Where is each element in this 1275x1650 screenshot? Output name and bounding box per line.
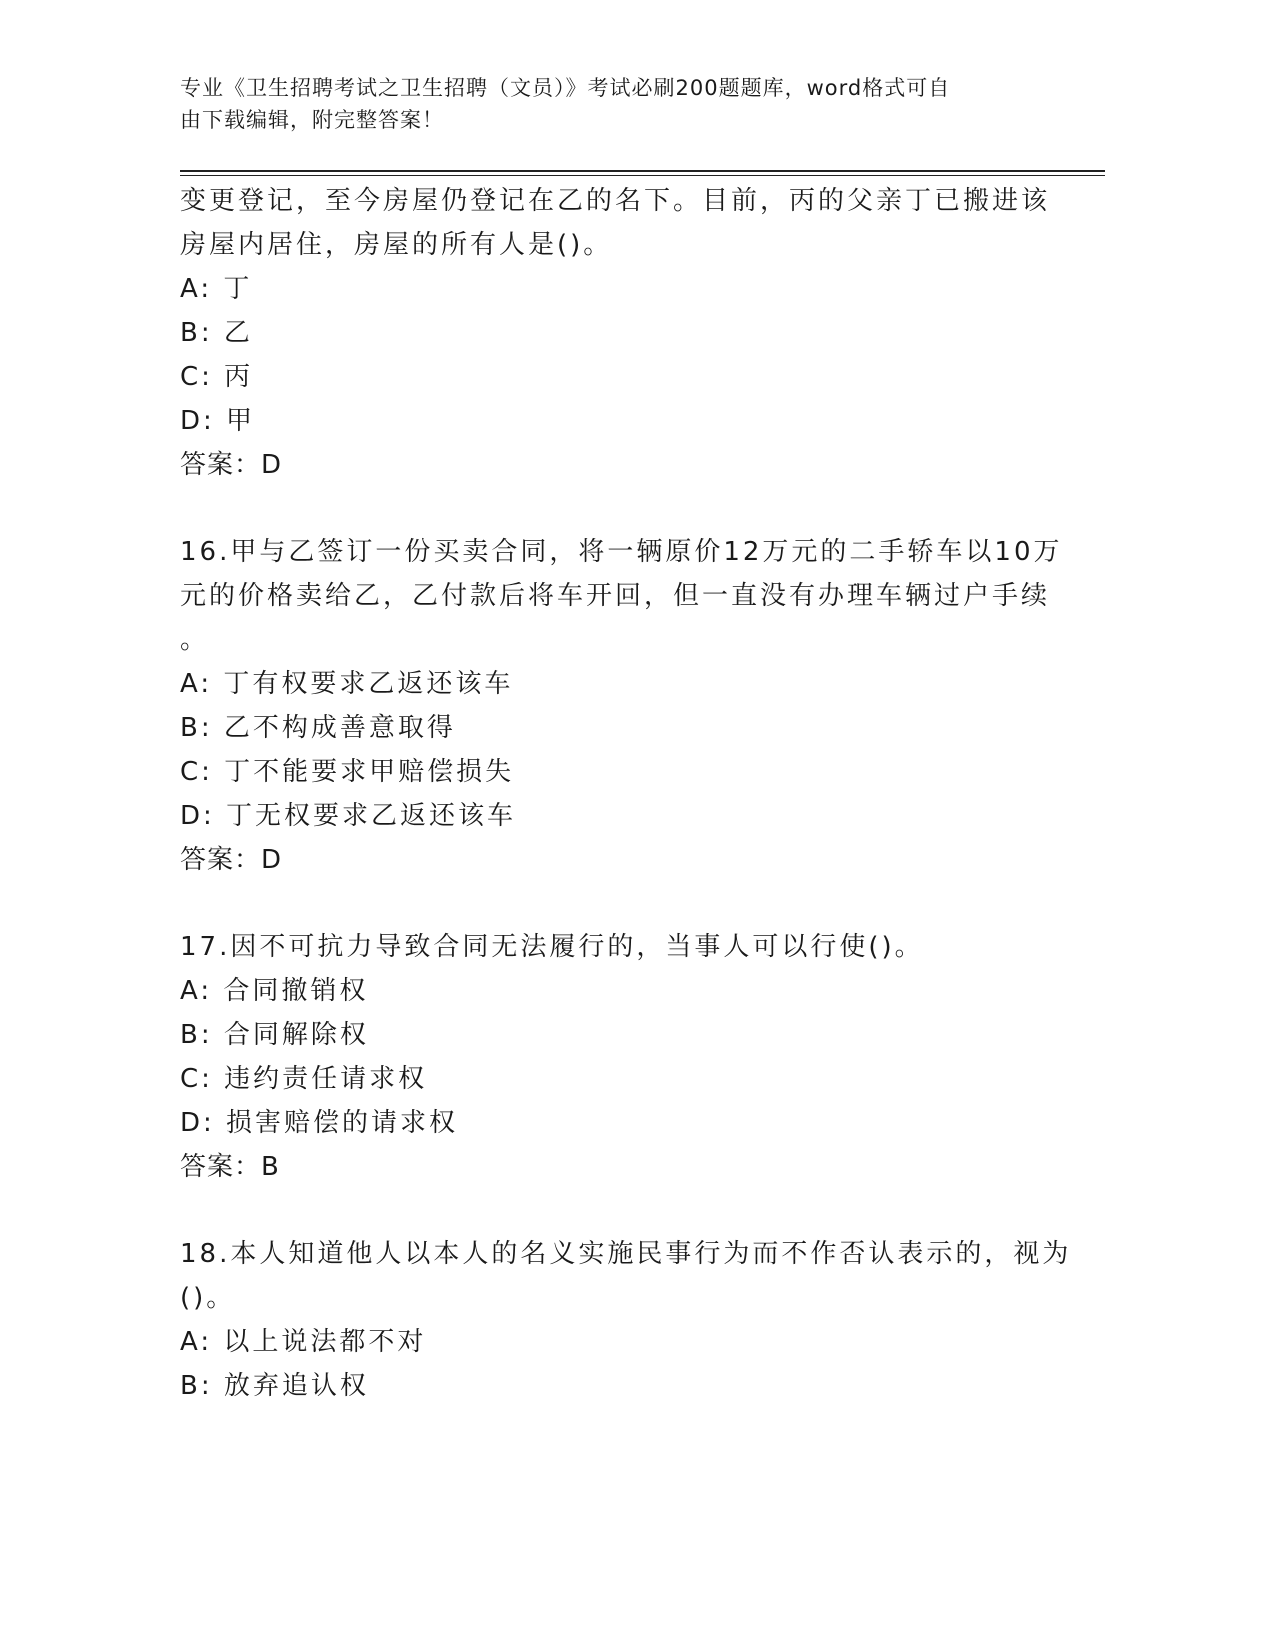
question-stem-line: 18.本人知道他人以本人的名义实施民事行为而不作否认表示的，视为 xyxy=(180,1239,1072,1269)
answer-line: 答案：B xyxy=(180,1152,280,1182)
question-list xyxy=(180,179,1080,1408)
question-stem-line: ()。 xyxy=(180,1283,236,1313)
spacer xyxy=(180,1189,1080,1232)
header-divider-thin xyxy=(180,175,1105,176)
question-stem-line: 房屋内居住，房屋的所有人是()。 xyxy=(180,230,613,260)
option-b: B: 合同解除权 xyxy=(180,1020,369,1050)
answer-line: 答案：D xyxy=(180,450,283,480)
question-block xyxy=(180,925,1080,1189)
option-d: D: 损害赔偿的请求权 xyxy=(180,1108,459,1138)
option-a: A: 丁有权要求乙返还该车 xyxy=(180,669,514,699)
header-divider-thick xyxy=(180,170,1105,172)
option-a: A: 丁 xyxy=(180,274,253,304)
option-a: A: 合同撤销权 xyxy=(180,976,369,1006)
header-line: 专业《卫生招聘考试之卫生招聘（文员）》考试必刷200题题库，word格式可自 xyxy=(180,76,951,100)
spacer xyxy=(180,882,1080,925)
spacer xyxy=(180,487,1080,530)
option-c: C: 违约责任请求权 xyxy=(180,1064,428,1094)
question-stem-line: 变更登记，至今房屋仍登记在乙的名下。目前，丙的父亲丁已搬进该 xyxy=(180,186,1051,216)
option-b: B: 乙不构成善意取得 xyxy=(180,713,456,743)
option-c: C: 丁不能要求甲赔偿损失 xyxy=(180,757,515,787)
option-b: B: 放弃追认权 xyxy=(180,1371,369,1401)
header-line: 由下载编辑，附完整答案！ xyxy=(180,108,444,132)
option-d: D: 甲 xyxy=(180,406,256,436)
question-stem-line: 16.甲与乙签订一份买卖合同，将一辆原价12万元的二手轿车以10万 xyxy=(180,537,1063,567)
option-d: D: 丁无权要求乙返还该车 xyxy=(180,801,517,831)
question-block xyxy=(180,1232,1080,1408)
question-block xyxy=(180,179,1080,487)
option-a: A: 以上说法都不对 xyxy=(180,1327,427,1357)
option-b: B: 乙 xyxy=(180,318,253,348)
option-c: C: 丙 xyxy=(180,362,254,392)
question-stem-line: 。 xyxy=(180,625,210,655)
answer-line: 答案：D xyxy=(180,845,283,875)
question-block xyxy=(180,530,1080,882)
document-header xyxy=(180,72,1050,136)
question-stem-line: 元的价格卖给乙，乙付款后将车开回，但一直没有办理车辆过户手续 xyxy=(180,581,1051,611)
question-stem-line: 17.因不可抗力导致合同无法履行的，当事人可以行使()。 xyxy=(180,932,924,962)
